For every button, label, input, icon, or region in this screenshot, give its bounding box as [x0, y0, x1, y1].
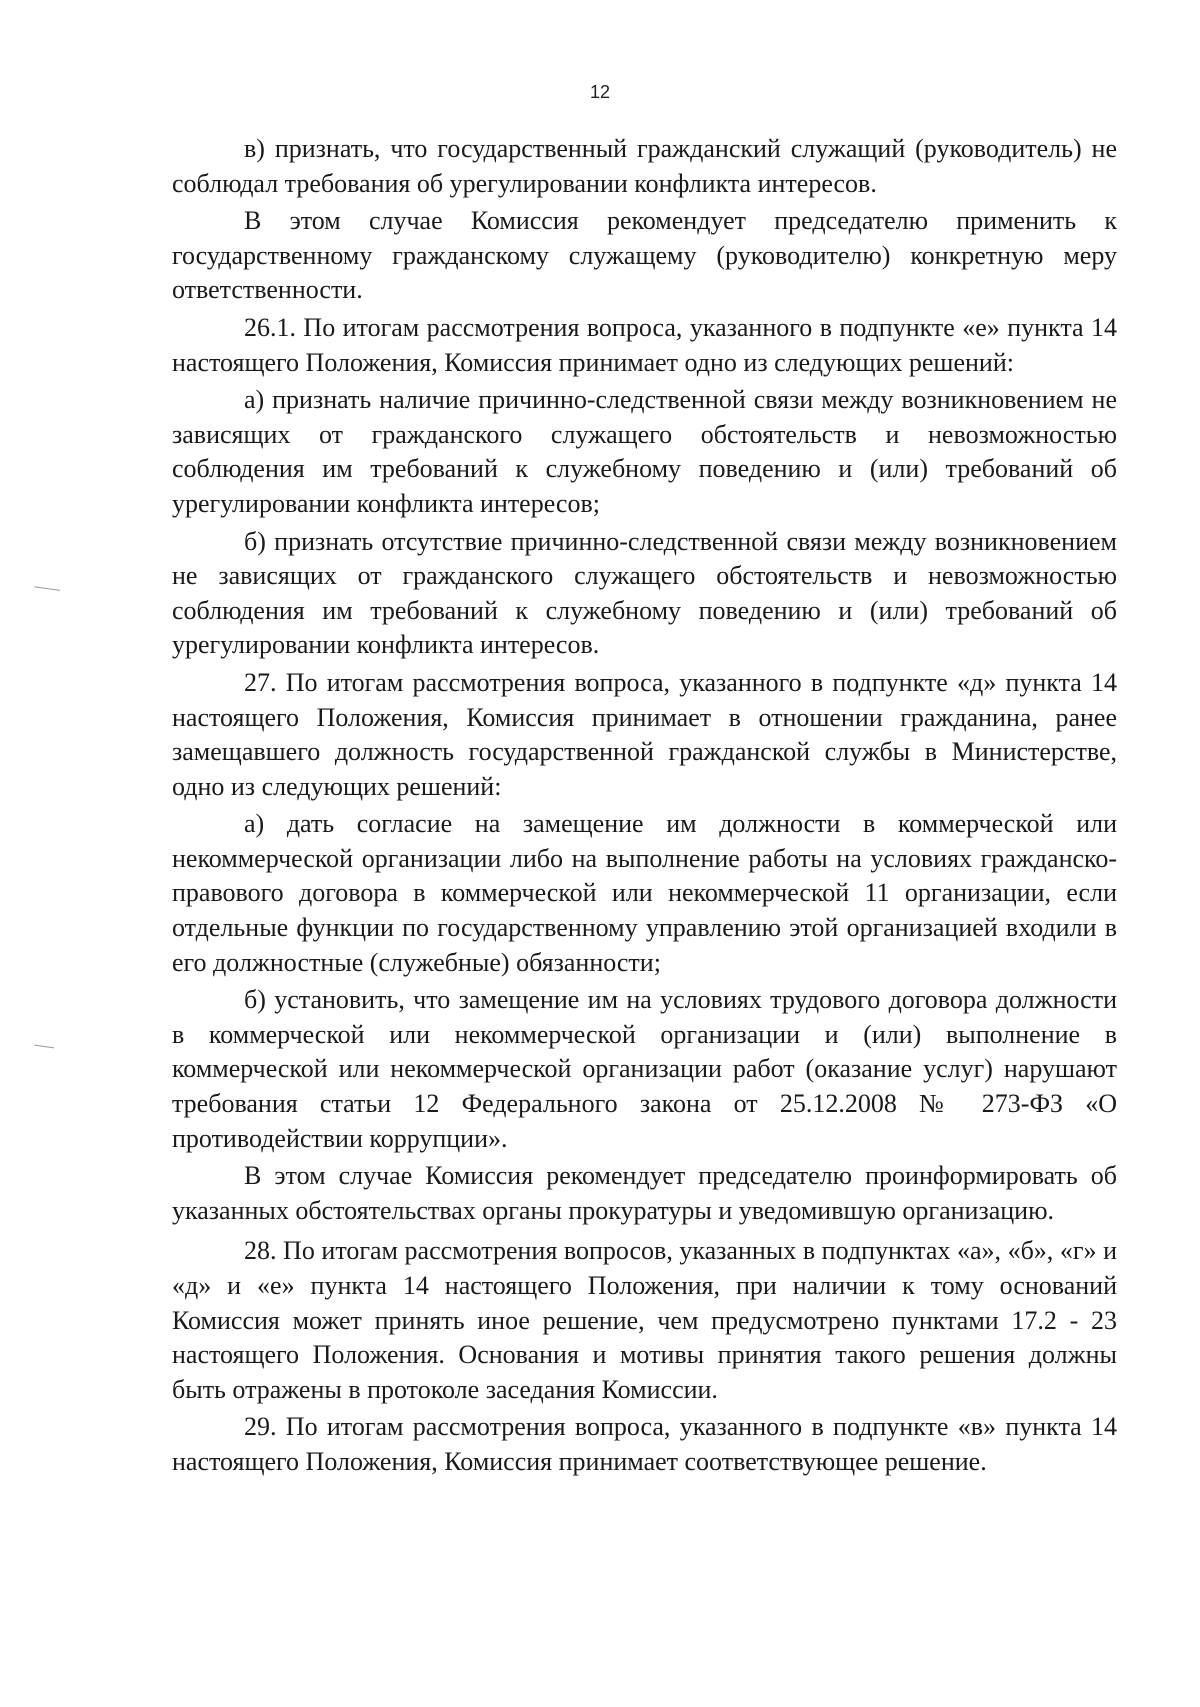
document-body [172, 132, 1117, 1483]
paragraph-26-1-a: а) признать наличие причинно-следственной связи между возникновением не зависящих от гражданского служащего обстоятельств и невозможностью соблюдения им требований к служебному поведению и (или) требований об урегулировании конфликта интересов; [172, 385, 1117, 518]
paragraph-27-a: а) дать согласие на замещение им должности в коммерческой или некоммерческой организации либо на выполнение работы на условиях гражданско-правового договора в коммерческой или некоммерческой 11 организации, если отдельные функции по государственному управлению этой организацией входили в его должностные (служебные) обязанности; [172, 809, 1117, 977]
paragraph-26-v-recommendation: В этом случае Комиссия рекомендует председателю применить к государственному гражданскому служащему (руководителю) конкретную меру ответственности. [172, 206, 1117, 305]
margin-scan-mark [34, 586, 60, 593]
paragraph-27: 27. По итогам рассмотрения вопроса, указанного в подпункте «д» пункта 14 настоящего Положения, Комиссия принимает в отношении гражданина, ранее замещавшего должность государственной гражданской службы в Министерстве, одно из следующих решений: [172, 667, 1117, 801]
paragraph-26-1-b: б) признать отсутствие причинно-следственной связи между возникновением не зависящих от гражданского служащего обстоятельств и невозможностью соблюдения им требований к служебному поведению и (или) требований об урегулировании конфликта интересов. [172, 526, 1117, 660]
margin-scan-mark [34, 1045, 54, 1051]
paragraph-27-b: б) установить, что замещение им на условиях трудового договора должности в коммерческой или некоммерческой организации и (или) выполнение в коммерческой или некоммерческой организации работ (оказание услуг) нарушают требования статьи 12 Федерального закона от 25.12.2008 № 273-ФЗ «О противодействии коррупции». [172, 985, 1117, 1153]
paragraph-27-recommendation: В этом случае Комиссия рекомендует председателю проинформировать об указанных обстоятельствах органы прокуратуры и уведомившую организацию. [172, 1161, 1117, 1225]
paragraph-26-1: 26.1. По итогам рассмотрения вопроса, указанного в подпункте «е» пункта 14 настоящего Положения, Комиссия принимает одно из следующих решений: [172, 312, 1117, 377]
paragraph-26-v: в) признать, что государственный гражданский служащий (руководитель) не соблюдал требования об урегулировании конфликта интересов. [172, 134, 1117, 198]
page-number: 12 [589, 82, 611, 102]
paragraph-28: 28. По итогам рассмотрения вопросов, указанных в подпунктах «а», «б», «г» и «д» и «е» пункта 14 настоящего Положения, при наличии к тому оснований Комиссия может принять иное решение, чем предусмотрено пунктами 17.2 - 23 настоящего Положения. Основания и мотивы принятия такого решения должны быть отражены в протоколе заседания Комиссии. [172, 1236, 1117, 1404]
paragraph-29: 29. По итогам рассмотрения вопроса, указанного в подпункте «в» пункта 14 настоящего Положения, Комиссия принимает соответствующее решение. [172, 1412, 1117, 1476]
